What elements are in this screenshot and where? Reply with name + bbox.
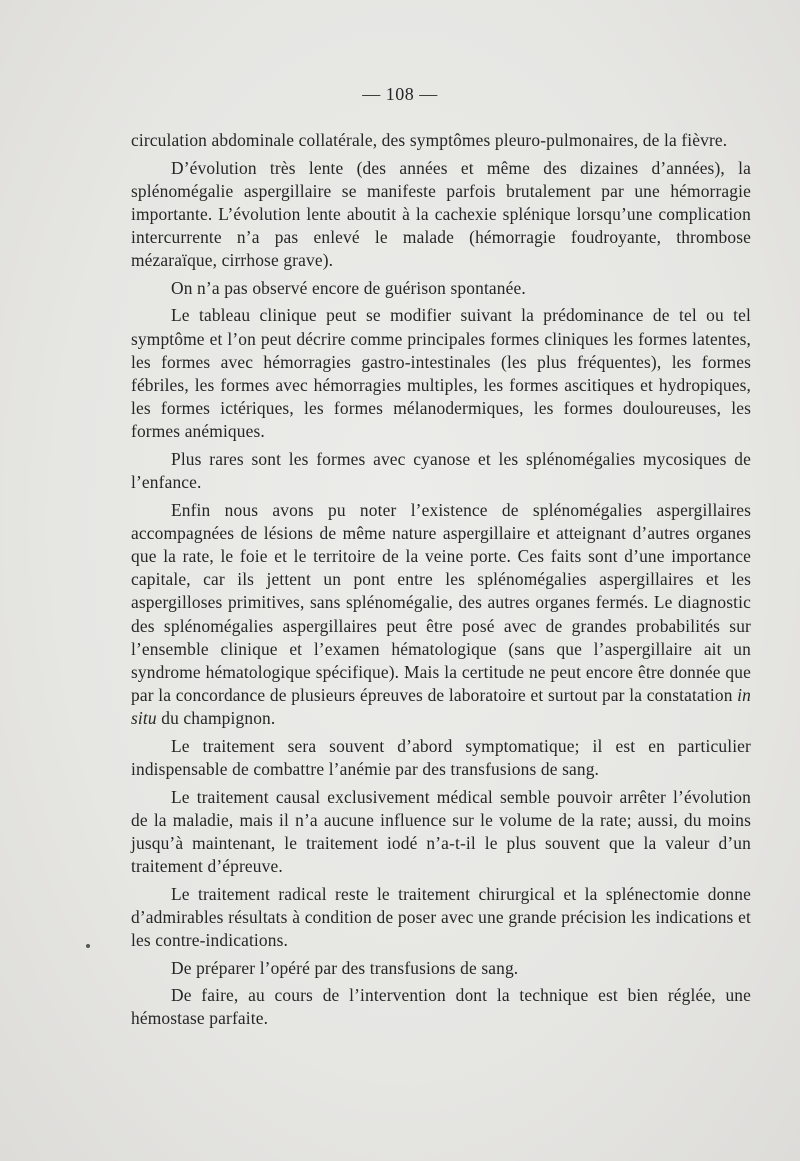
scan-speck <box>86 944 90 948</box>
paragraph-evolution: D’évolution très lente (des années et même des dizaines d’années), la splénomégalie aspergillaire se manifeste parfois brutalement par une hémorragie importante. L’évolution lente aboutit à la cachexie splénique lorsqu’une complication intercurrente n’a pas enlevé le malade (hémorragie foudroyante, thrombose mézaraïque, cirrhose grave). <box>131 157 751 271</box>
paragraph-guerison: On n’a pas observé encore de guérison spontanée. <box>171 277 526 298</box>
paragraph-diagnostic-text: Enfin nous avons pu noter l’existence de splénomégalies aspergillaires accompagnées de lésions de même nature aspergillaire et atteignant d’autres organes que la rate, le foie et le territoire de la veine porte. Ces faits sont d’une importance capitale, car ils jettent un pont entre les splénomégalies aspergillaires et les aspergilloses primitives, sans splénomégalie, des autres organes fermés. Le diagnostic des splénomégalies aspergillaires peut être posé avec de grandes probabilités sur l’ensemble clinique et l’examen hématologique (sans que l’aspergillaire ait un syndrome hématologique spécifique). Mais la certitude ne peut encore être donnée que par la concordance de plusieurs épreuves de laboratoire et surtout par la constatation <box>131 499 751 706</box>
body-text <box>131 129 751 1035</box>
paragraph-traitement-symptomatique: Le traitement sera souvent d’abord symptomatique; il est en particulier indispensable de combattre l’anémie par des transfusions de sang. <box>131 735 751 780</box>
paragraph-formes-rares: Plus rares sont les formes avec cyanose et les splénomégalies mycosiques de l’enfance. <box>131 448 751 493</box>
paragraph-formes-cliniques: Le tableau clinique peut se modifier suivant la prédominance de tel ou tel symptôme et l’on peut décrire comme principales formes cliniques les formes latentes, les formes avec hémorragies gastro-intestinales (les plus fréquentes), les formes fébriles, les formes avec hémorragies multiples, les formes ascitiques et hydropiques, les formes ictériques, les formes mélanodermiques, les formes douloureuses, les formes anémiques. <box>131 305 751 442</box>
paragraph-traitement-radical: Le traitement radical reste le traitement chirurgical et la splénectomie donne d’admirables résultats à condition de poser avec une grande précision les indications et les contre-indications. <box>131 883 751 951</box>
italic-in-situ: in situ <box>131 685 751 729</box>
paragraph-faire: De faire, au cours de l’intervention dont la technique est bien réglée, une hémostase parfaite. <box>131 985 751 1029</box>
paragraph-diagnostic <box>131 499 751 731</box>
paragraph-diagnostic-tail: du champignon. <box>156 708 276 729</box>
paragraph-traitement-causal: Le traitement causal exclusivement médical semble pouvoir arrêter l’évolution de la maladie, mais il n’a aucune influence sur le volume de la rate; aussi, du moins jusqu’à maintenant, le traitement iodé n’a-t-il le plus souvent que la valeur d’un traitement d’épreuve. <box>131 786 751 877</box>
paragraph-preparer: De préparer l’opéré par des transfusions de sang. <box>171 957 519 978</box>
paragraph-continuation: circulation abdominale collatérale, des symptômes pleuro-pulmonaires, de la fièvre. <box>131 130 728 150</box>
page-number: — 108 — <box>362 84 438 104</box>
